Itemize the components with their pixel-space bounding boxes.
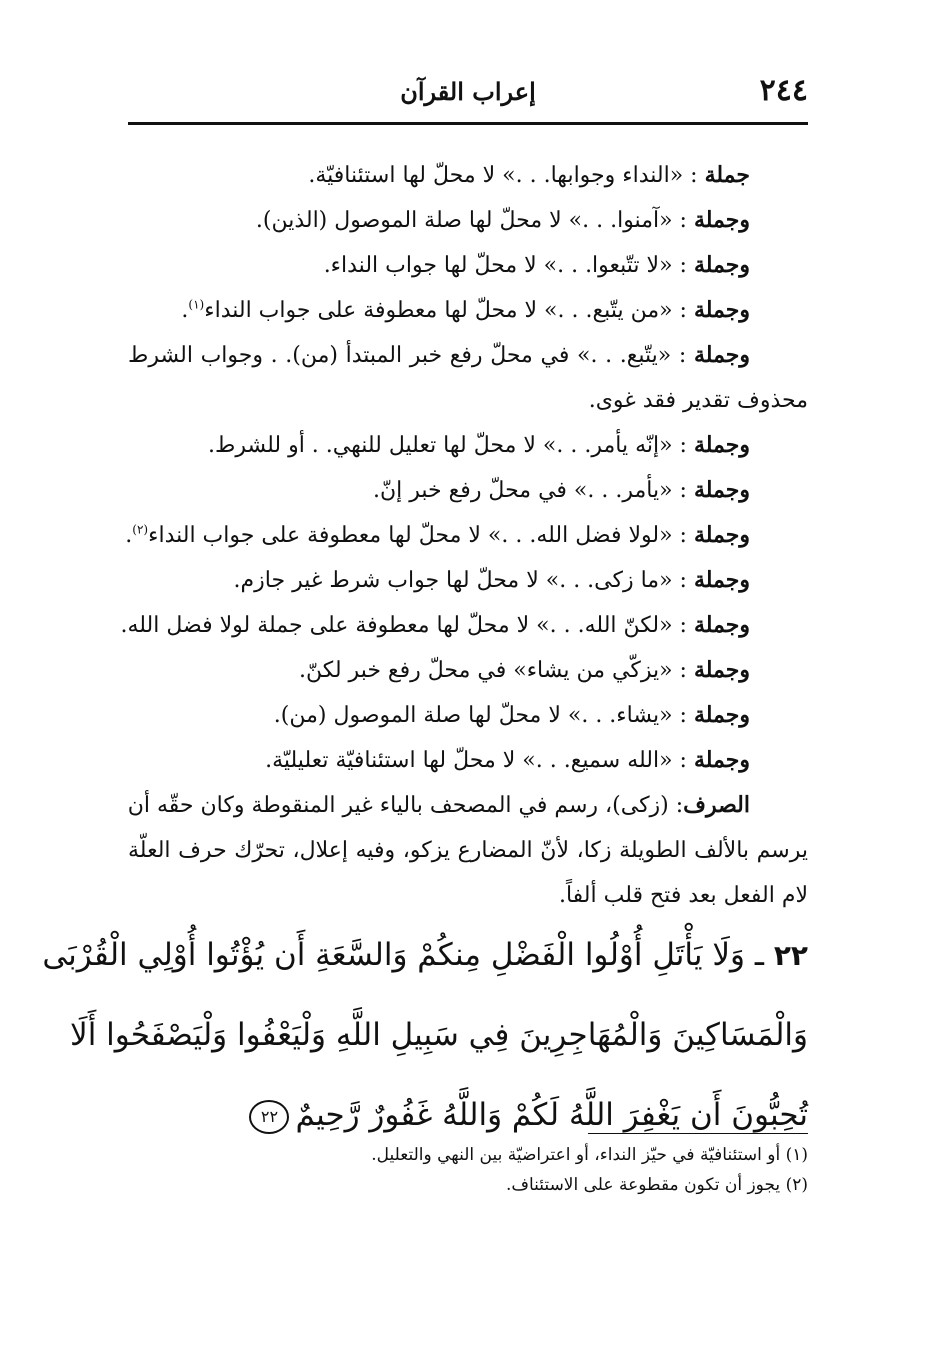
text-line [128,738,808,783]
line-separator: : [683,163,705,188]
text-line [125,513,808,558]
verse-text: وَلَا يَأْتَلِ أُوْلُوا الْفَضْلِ مِنكُمْ وَالسَّعَةِ أَن يُؤْتُوا أُوْلِي الْقُرْبَى [42,937,746,973]
line-separator: : [672,748,694,773]
footnote: (١) أو استئنافيّة في حيّز النداء، أو اعتراضيّة بين النهي والتعليل. [371,1145,808,1165]
line-label: وجملة [693,477,750,503]
text-line [128,153,808,198]
line-separator: : [672,523,694,548]
text-line [128,423,808,468]
text-line [120,603,808,648]
text-line [128,693,808,738]
text-line [128,378,808,423]
line-label: وجملة [693,567,750,593]
verse-dash: ـ [745,937,774,973]
line-label: الصرف [683,792,750,818]
footnotes [128,1140,808,1200]
line-separator: : [672,433,694,458]
line-label: وجملة [693,342,751,368]
line-text: «لا تتّبعوا. . .» لا محلّ لها جواب النداء. [323,253,673,278]
line-label: وجملة [693,747,750,773]
verse-text: وَالْمَسَاكِينَ وَالْمُهَاجِرِينَ فِي سَبِيلِ اللَّهِ وَلْيَعْفُوا وَلْيَصْفَحُوا أَلَا [70,1017,808,1053]
running-title: إعراب القرآن [400,77,536,106]
text-line [128,783,808,828]
line-end: . [125,523,133,548]
line-text: يرسم بالألف الطويلة زكا، لأنّ المضارع يزكو، وفيه إعلال، تحرّك حرف العلّة [128,838,808,863]
line-text: «لكنّ الله. . .» لا محلّ لها معطوفة على جملة لولا فضل الله. [120,613,673,638]
line-text: محذوف تقدير فقد غوى. [588,388,808,413]
line-separator: : [672,613,694,638]
footnote-rule [588,1133,808,1134]
line-label: وجملة [693,297,750,323]
verse-number: ٢٢ [773,939,808,972]
line-text: «يزكّي من يشاء» في محلّ رفع خبر لكنّ. [298,658,673,683]
text-line [128,648,808,693]
line-separator: : [672,208,694,233]
line-text: «إنّه يأمر. . .» لا محلّ لها تعليل للنهي. . أو للشرط. [207,433,673,458]
line-separator: : [668,793,684,818]
line-separator: : [672,703,694,728]
grammar-analysis [120,153,808,918]
text-line [128,243,808,288]
line-label: جملة [704,162,750,188]
footnote-marker[interactable]: (١) [188,297,205,312]
line-separator: : [672,658,694,683]
line-text: «يشاء. . .» لا محلّ لها صلة الموصول (من). [273,703,673,728]
line-text: «آمنوا. . .» لا محلّ لها صلة الموصول (الذين). [255,208,673,233]
line-text: (زكى)، رسم في المصحف بالياء غير المنقوطة وكان حقّه أن [127,793,669,818]
line-label: وجملة [693,252,750,278]
verse-line [70,995,808,1075]
line-separator: : [672,478,694,503]
line-label: وجملة [693,522,750,548]
line-label: وجملة [693,207,750,233]
line-text: «النداء وجوابها. . .» لا محلّ لها استئنافيّة. [308,163,684,188]
text-line [128,333,808,378]
ayah-end-icon: ٢٢ [249,1100,289,1134]
line-label: وجملة [693,432,750,458]
footnote: (٢) يجوز أن تكون مقطوعة على الاستئناف. [505,1175,808,1195]
line-separator: : [672,253,694,278]
line-text: لام الفعل بعد فتح قلب ألفاً. [558,883,808,908]
line-text: «يأمر. . .» في محلّ رفع خبر إنّ. [372,478,673,503]
line-separator: : [671,343,694,368]
header-rule [128,122,808,125]
text-line [128,828,808,873]
line-text: «ما زكى. . .» لا محلّ لها جواب شرط غير جازم. [233,568,673,593]
text-line [128,198,808,243]
line-text: «لولا فضل الله. . .» لا محلّ لها معطوفة على جواب النداء [148,523,673,548]
footnote-marker[interactable]: (٢) [132,522,149,537]
line-label: وجملة [693,702,750,728]
text-line [128,558,808,603]
quran-verse [42,915,808,1155]
page-number: ٢٤٤ [759,73,808,108]
line-separator: : [672,568,694,593]
line-label: وجملة [693,657,750,683]
verse-text: تُحِبُّونَ أَن يَغْفِرَ اللَّهُ لَكُمْ وَاللَّهُ غَفُورٌ رَّحِيمٌ [295,1097,808,1133]
page-header [128,70,808,118]
line-text: «من يتّبع. . .» لا محلّ لها معطوفة على جواب النداء [204,298,673,323]
line-end: . [181,298,189,323]
line-separator: : [672,298,694,323]
text-line [128,468,808,513]
line-text: «الله سميع. . .» لا محلّ لها استئنافيّة تعليليّة. [265,748,673,773]
line-label: وجملة [693,612,750,638]
text-line [128,873,808,918]
line-text: «يتّبع. . .» في محلّ رفع خبر المبتدأ (من). . وجواب الشرط [128,343,672,368]
verse-line [42,915,808,995]
text-line [128,288,808,333]
